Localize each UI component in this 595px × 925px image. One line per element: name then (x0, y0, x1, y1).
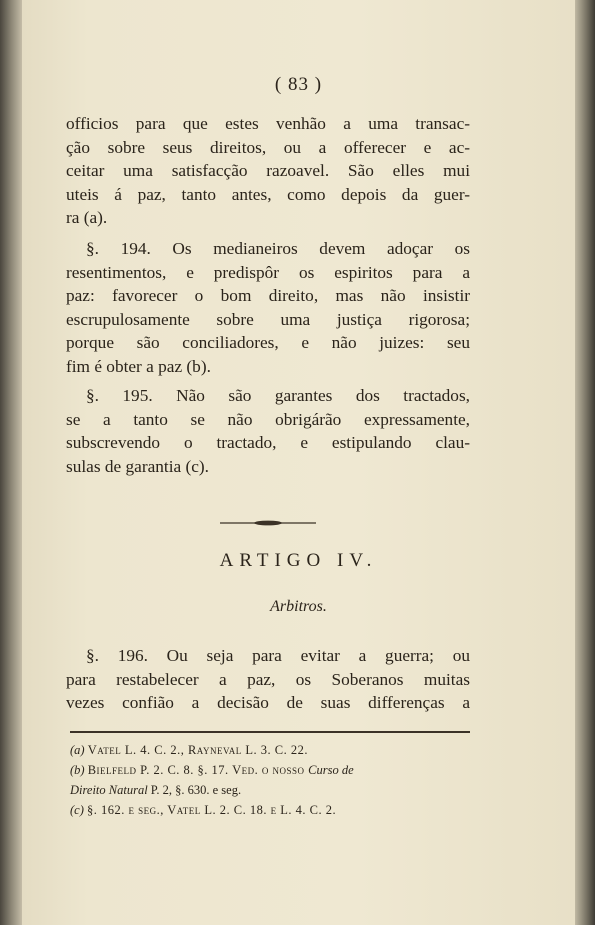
section-subheading: Arbitros. (270, 598, 327, 615)
text-line: §. 196. Ou seja para evitar a guerra; ou (86, 646, 470, 665)
text-line: uteis á paz, tanto antes, como depois da guer- (66, 184, 470, 204)
text-line: paz: favorecer o bom direito, mas não insistir (66, 286, 470, 305)
footnote-c (70, 800, 480, 820)
text-line: subscrevendo o tractado, e estipulando clau- (66, 433, 470, 452)
footnote-divider (70, 731, 470, 733)
text-line: se a tanto se não obrigárão expressamente, (66, 409, 470, 429)
text-line: escrupulosamente sobre uma justiça rigorosa; (66, 309, 470, 329)
footnote-b (70, 760, 480, 780)
paragraph-continuation (66, 112, 470, 230)
text-line: fim é obter a paz (b). (66, 356, 211, 376)
book-edge-right (573, 0, 595, 925)
footnote-text: Vatel L. 4. C. 2., Rayneval L. 3. C. 22. (87, 743, 309, 757)
footnote-b-continued (70, 780, 480, 800)
text-line: ra (a). (66, 208, 108, 227)
text-line: resentimentos, e predispôr os espiritos para a (66, 262, 470, 282)
text-line: sulas de garantia (c). (66, 456, 209, 476)
paragraph-195 (66, 384, 470, 478)
paragraph-196 (66, 644, 470, 715)
paragraph-194 (66, 237, 470, 378)
footnote-marker: (a) (70, 743, 85, 757)
footnote-text-italic: Direito Natural (70, 783, 148, 797)
text-line: §. 194. Os medianeiros devem adoçar os (86, 239, 470, 258)
footnote-text: P. 2, §. 630. e seg. (147, 783, 242, 797)
text-line: ção sobre seus direitos, ou a offerecer e ac- (66, 137, 470, 157)
footnote-text: Bielfeld P. 2. C. 8. §. 17. Ved. o nosso (87, 763, 309, 777)
footnote-marker: (c) (70, 803, 84, 817)
footnote-text: §. 162. e seg., Vatel L. 2. C. 18. e L. 4. C. 2. (87, 803, 337, 817)
section-heading: ARTIGO IV. (219, 550, 378, 571)
book-binding-left (0, 0, 24, 925)
page-number: ( 83 ) (274, 74, 323, 95)
text-line: porque são conciliadores, e não juizes: seu (66, 333, 470, 352)
text-line: ceitar uma satisfacção razoavel. São elles mui (66, 161, 470, 180)
text-line: officios para que estes venhão a uma transac- (66, 114, 470, 133)
footnotes (70, 740, 480, 820)
text-line: para restabelecer a paz, os Soberanos muitas (66, 669, 470, 689)
text-line: vezes confião a decisão de suas differenças a (66, 693, 470, 712)
book-page (22, 0, 575, 925)
footnote-a (70, 740, 480, 760)
footnote-text-italic: Curso de (308, 763, 354, 777)
text-line: §. 195. Não são garantes dos tractados, (86, 386, 470, 405)
footnote-marker: (b) (70, 763, 85, 777)
ornamental-rule (220, 520, 316, 526)
